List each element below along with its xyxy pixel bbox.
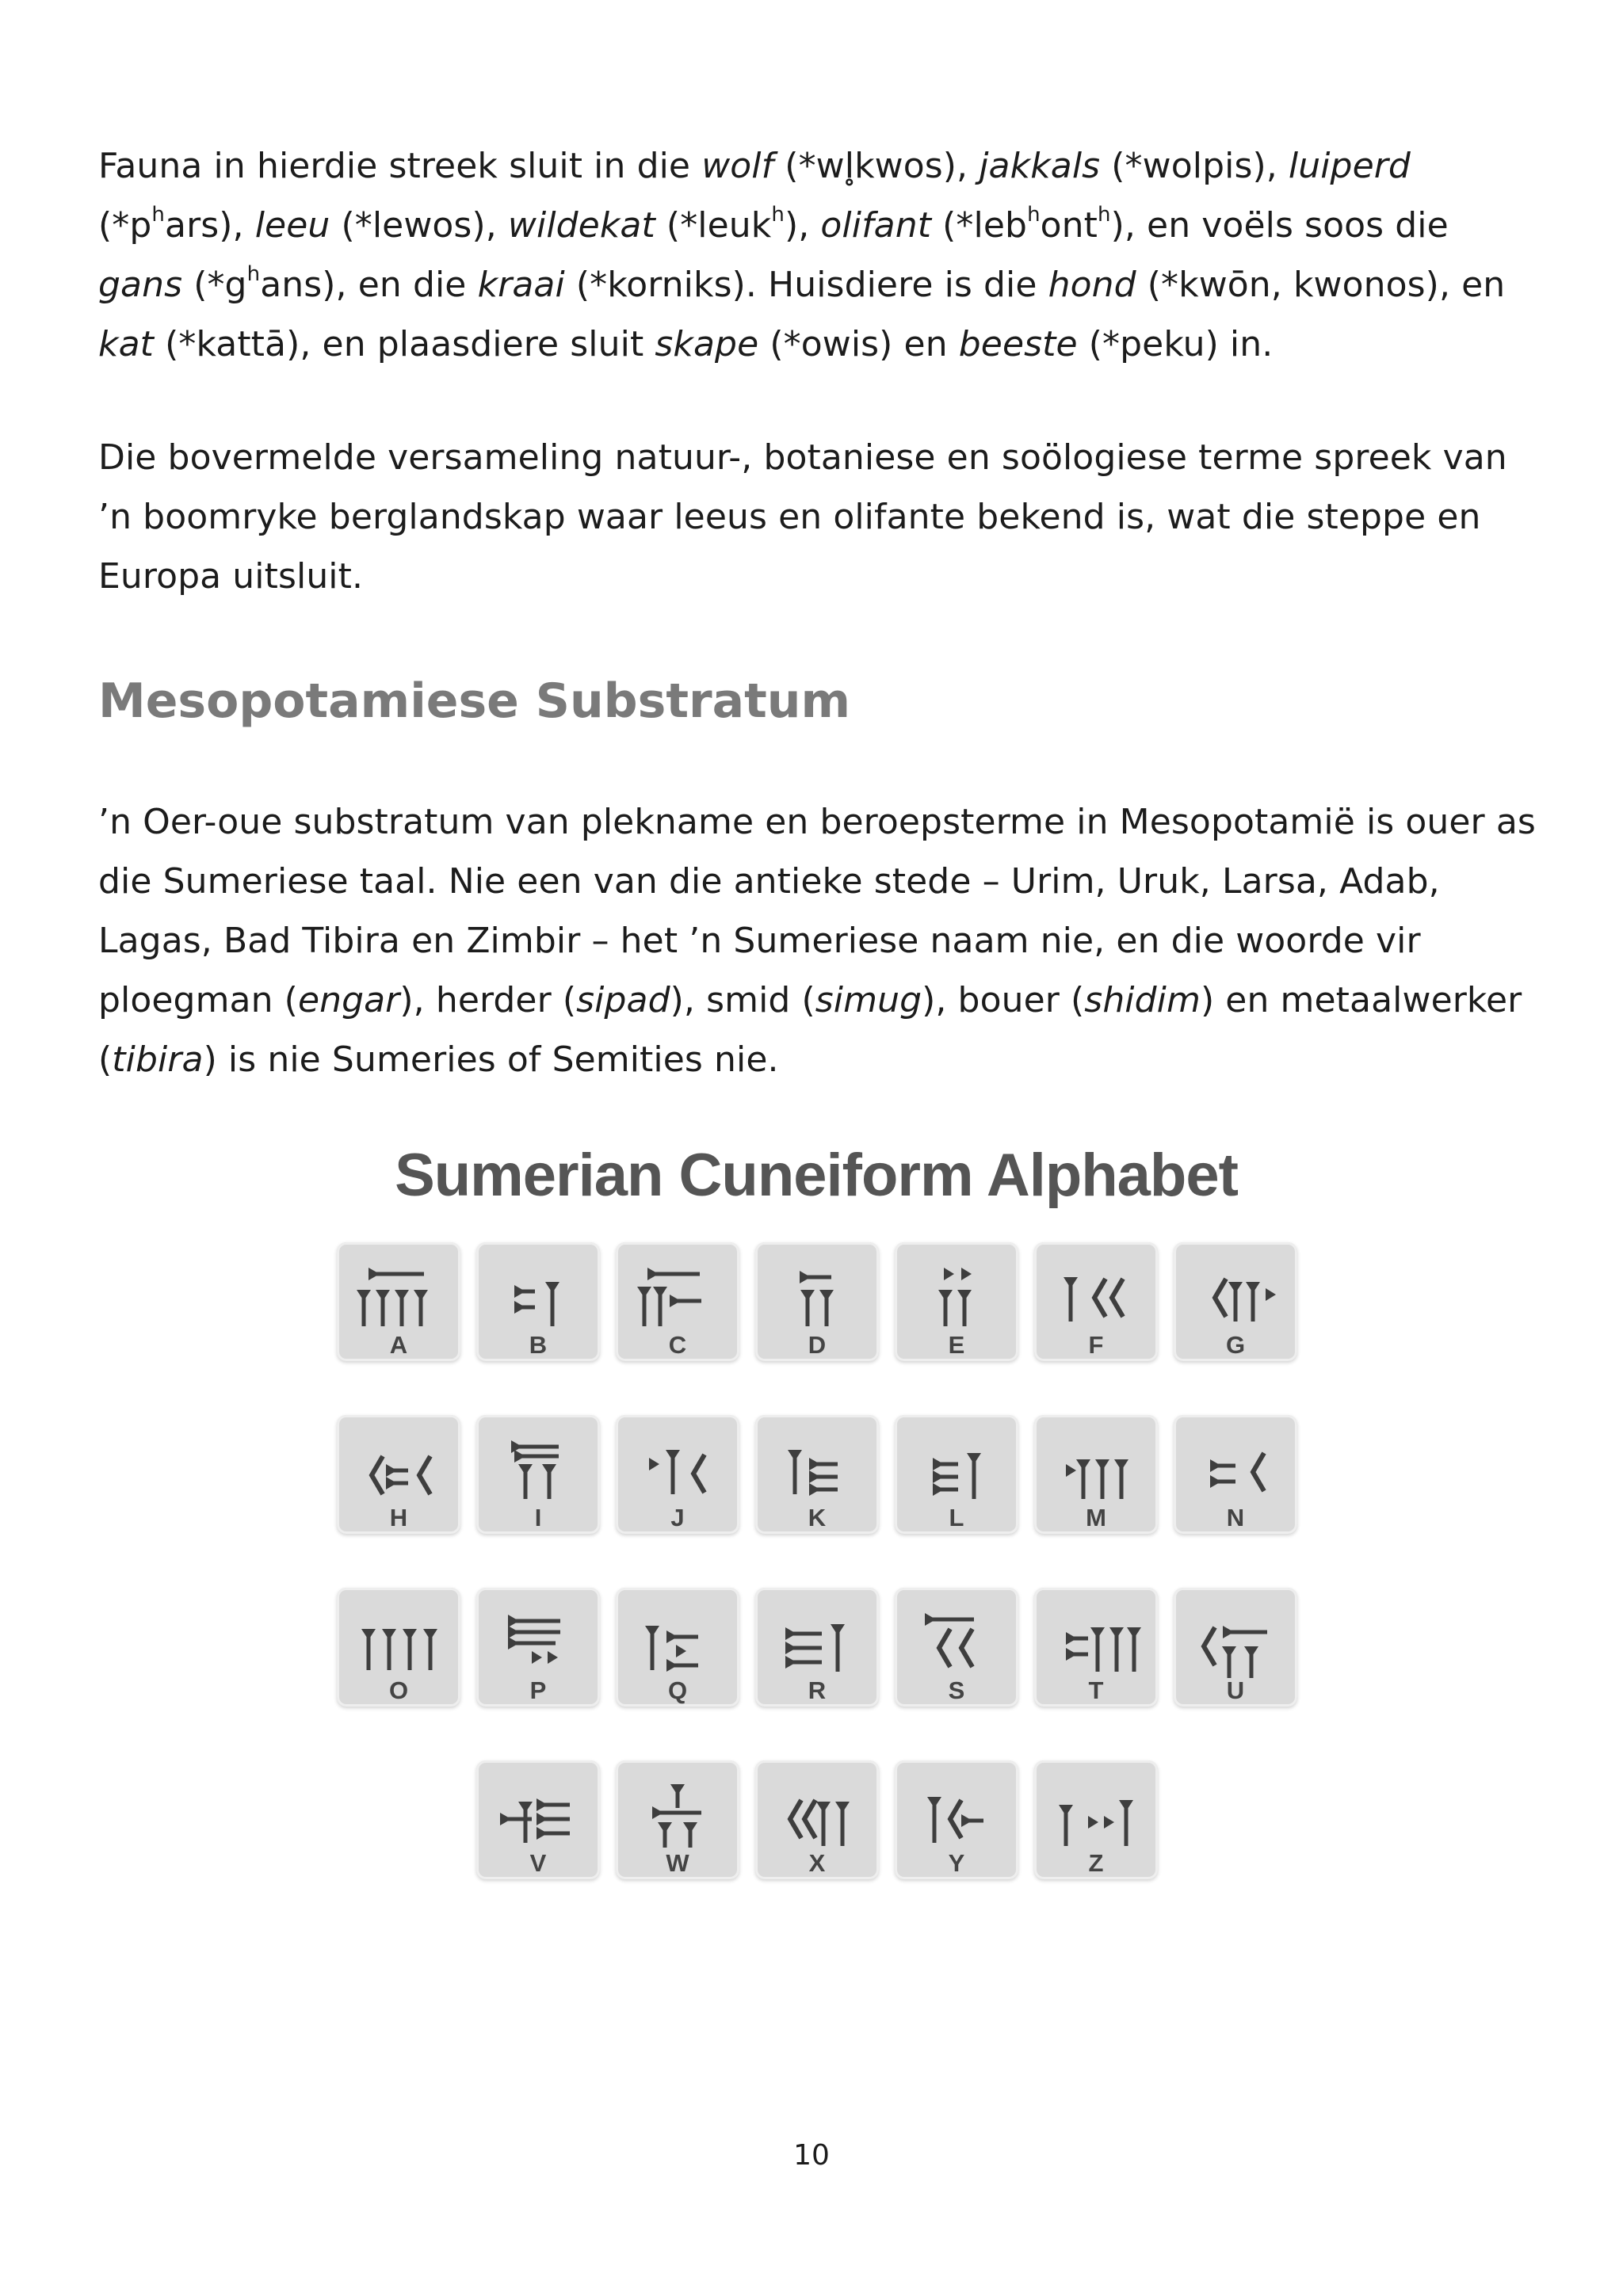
text-run: (*leb <box>931 205 1028 246</box>
term-simug: simug <box>815 980 922 1020</box>
term-shidim: shidim <box>1084 980 1201 1020</box>
cuneiform-tile-j <box>616 1415 739 1534</box>
term-wildekat: wildekat <box>507 205 655 246</box>
term-kat: kat <box>98 324 154 364</box>
term-hond: hond <box>1048 265 1136 305</box>
superscript: h <box>771 203 785 227</box>
term-engar: engar <box>297 980 400 1020</box>
term-wolf: wolf <box>701 146 774 186</box>
text-run: (*kwōn, kwonos), en <box>1136 265 1506 305</box>
cuneiform-tile-r <box>755 1588 879 1707</box>
cuneiform-tile-w <box>616 1760 739 1879</box>
tile-letter: Y <box>948 1849 965 1877</box>
tile-letter: R <box>808 1676 827 1704</box>
page-number: 10 <box>793 2139 830 2172</box>
term-sipad: sipad <box>576 980 670 1020</box>
superscript: h <box>151 203 165 227</box>
cuneiform-tile-b <box>476 1242 600 1361</box>
tile-letter: K <box>808 1504 827 1531</box>
term-jakkals: jakkals <box>979 146 1101 186</box>
tile-letter: E <box>948 1331 965 1359</box>
tile-letter: G <box>1225 1331 1246 1359</box>
cuneiform-tile-l <box>895 1415 1018 1534</box>
cuneiform-tile-f <box>1034 1242 1158 1361</box>
text-run: (*peku) in. <box>1077 324 1274 364</box>
paragraph-fauna <box>98 136 1541 374</box>
tile-letter: P <box>529 1676 547 1704</box>
cuneiform-tile-i <box>476 1415 600 1534</box>
text-run: (*wolpis), <box>1100 146 1289 186</box>
term-kraai: kraai <box>477 265 565 305</box>
tile-letter: J <box>670 1504 685 1531</box>
cuneiform-tile-m <box>1034 1415 1158 1534</box>
tile-letter: A <box>389 1331 408 1359</box>
tile-letter: T <box>1088 1676 1104 1704</box>
section-heading: Mesopotamiese Substratum <box>98 673 851 729</box>
tile-letter: D <box>808 1331 827 1359</box>
text-run: ) is nie Sumeries of Semities nie. <box>203 1039 779 1080</box>
text-run: ), smid ( <box>670 980 815 1020</box>
text-run: ont <box>1040 205 1098 246</box>
tile-letter: O <box>388 1676 409 1704</box>
paragraph-landscape: Die bovermelde versameling natuur-, botaniese en soölogiese terme spreek van ’n boomryke berglandskap waar leeus en olifante bekend is, wat die steppe en Europa uitsluit. <box>98 437 1507 597</box>
superscript: h <box>1098 203 1111 227</box>
text-run: Fauna in hierdie streek sluit in die <box>98 146 702 186</box>
superscript: h <box>246 262 261 287</box>
tile-letter: L <box>949 1504 964 1531</box>
tile-letter: U <box>1226 1676 1245 1704</box>
cuneiform-tile-e <box>895 1242 1018 1361</box>
cuneiform-tile-k <box>755 1415 879 1534</box>
cuneiform-tile-s <box>895 1588 1018 1707</box>
cuneiform-tile-z <box>1034 1760 1158 1879</box>
text-run: (*wl̥kwos), <box>773 146 980 186</box>
cuneiform-tile-d <box>755 1242 879 1361</box>
text-run: (*p <box>98 205 152 246</box>
paragraph-substratum <box>98 792 1541 1089</box>
term-luiperd: luiperd <box>1288 146 1411 186</box>
term-skape: skape <box>655 324 759 364</box>
cuneiform-tile-v <box>476 1760 600 1879</box>
cuneiform-tile-x <box>755 1760 879 1879</box>
cuneiform-tile-h <box>337 1415 460 1534</box>
text-run: (*owis) en <box>758 324 959 364</box>
tile-letter: W <box>666 1849 689 1877</box>
cuneiform-tile-c <box>616 1242 739 1361</box>
cuneiform-tile-a <box>337 1242 460 1361</box>
text-run: (*kattā), en plaasdiere sluit <box>154 324 655 364</box>
cuneiform-tile-y <box>895 1760 1018 1879</box>
text-run: (*lewos), <box>330 205 508 246</box>
cuneiform-tile-n <box>1174 1415 1297 1534</box>
text-run: ), en voëls soos die <box>1110 205 1449 246</box>
text-run: (*g <box>182 265 247 305</box>
text-run: ), <box>784 205 821 246</box>
cuneiform-tile-g <box>1174 1242 1297 1361</box>
tile-letter: I <box>534 1504 542 1531</box>
cuneiform-tile-p <box>476 1588 600 1707</box>
superscript: h <box>1027 203 1041 227</box>
text-run: ans), en die <box>260 265 478 305</box>
tile-letter: M <box>1086 1504 1106 1531</box>
term-beeste: beeste <box>958 324 1078 364</box>
cuneiform-alphabet-figure <box>325 1125 1308 1933</box>
tile-letter: Q <box>667 1676 688 1704</box>
text-run: ), bouer ( <box>922 980 1085 1020</box>
cuneiform-tile-t <box>1034 1588 1158 1707</box>
text-run: (*korniks). Huisdiere is die <box>564 265 1048 305</box>
tile-letter: B <box>529 1331 548 1359</box>
term-gans: gans <box>98 265 183 305</box>
tile-letter: Z <box>1088 1849 1104 1877</box>
text-run: ars), <box>165 205 255 246</box>
term-leeu: leeu <box>254 205 330 246</box>
text-run: (*leuk <box>655 205 772 246</box>
cuneiform-tile-u <box>1174 1588 1297 1707</box>
tile-letter: N <box>1226 1504 1245 1531</box>
tile-letter: V <box>529 1849 547 1877</box>
tile-letter: X <box>808 1849 826 1877</box>
figure-title: Sumerian Cuneiform Alphabet <box>395 1142 1238 1209</box>
text-run: ) en metaalwerker ( <box>98 980 1522 1080</box>
tile-letter: S <box>948 1676 965 1704</box>
term-tibira: tibira <box>112 1039 204 1080</box>
cuneiform-tile-q <box>616 1588 739 1707</box>
text-run: ’n Oer-oue substratum van plekname en beroepsterme in Mesopotamië is ouer as die Sumeriese taal. Nie een van die antieke stede – Urim, Uruk, Larsa, Adab, Lagas, Bad Tibira en Zimbir – het ’n Sumeriese naam nie, en die woorde vir ploegman ( <box>98 802 1536 1020</box>
tile-letter: F <box>1088 1331 1104 1359</box>
tile-letter: H <box>389 1504 408 1531</box>
term-olifant: olifant <box>820 205 932 246</box>
text-run: ), herder ( <box>399 980 577 1020</box>
cuneiform-tile-o <box>337 1588 460 1707</box>
tile-letter: C <box>668 1331 687 1359</box>
